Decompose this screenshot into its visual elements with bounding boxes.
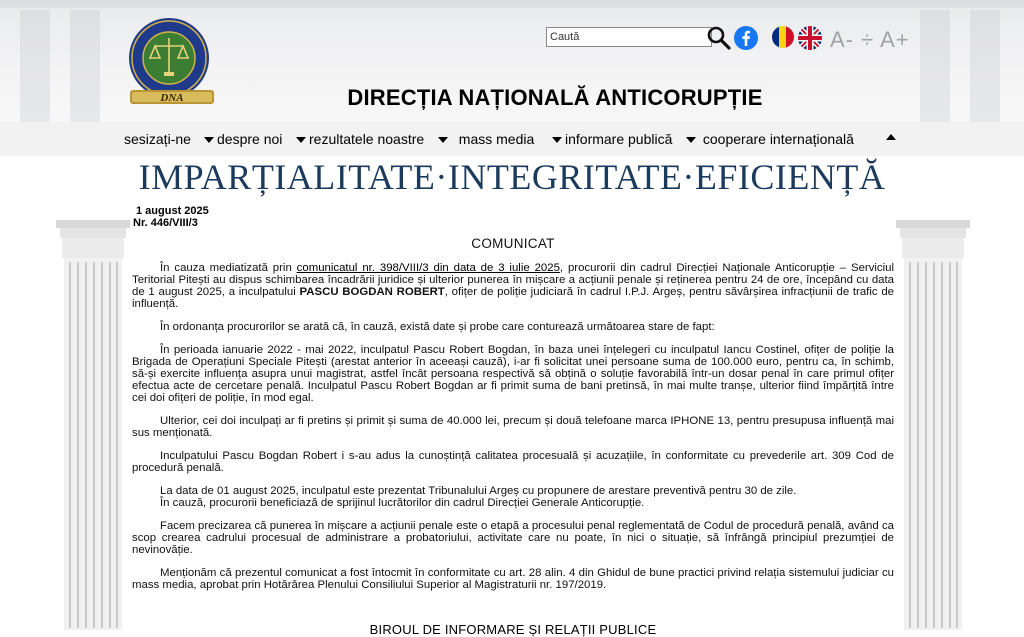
- nav-item-cooperare-internationala[interactable]: [686, 131, 854, 147]
- article-paragraph-5: Inculpatului Pascu Bogdan Robert i s-au adus la cunoștință calitatea procesuală și acuzațiile, în conformitate cu prevederile art. 309 Cod de procedură penală.: [132, 450, 894, 474]
- article-heading: COMUNICAT: [471, 236, 555, 251]
- main-navigation: [0, 122, 1024, 156]
- article-paragraph-1: [132, 262, 894, 310]
- nav-item-informare-publica[interactable]: [552, 131, 672, 147]
- nav-item-mass-media[interactable]: [438, 131, 534, 147]
- article-meta: [133, 205, 209, 229]
- font-decrease-button[interactable]: A-: [830, 27, 854, 52]
- facebook-icon[interactable]: [734, 26, 758, 50]
- article-paragraph-7: Facem precizarea că punerea în mișcare a acțiunii penale este o etapă a procesului penal reglementată de Codul de procedură penală, având ca scop crearea cadrului procesual de administrare a probatoriului, activitate care nu poate, în nici o situație, să înfrângă principiul prezumției de nevinovăție.: [132, 520, 894, 556]
- chevron-up-icon[interactable]: [886, 134, 896, 140]
- text-span: În cauza mediatizată prin: [160, 262, 297, 274]
- article-paragraph-8: Menționăm că prezentul comunicat a fost întocmit în conformitate cu art. 28 alin. 4 din Ghidul de bune practici privind relația sistemului judiciar cu mass media, aprobat prin Hotărârea Plenului Consiliului Superior al Magistraturii nr. 197/2019.: [132, 567, 894, 591]
- defendant-name: PASCU BOGDAN ROBERT: [299, 286, 445, 298]
- nav-item-label: cooperare internațională: [702, 131, 854, 147]
- chevron-down-icon: [438, 137, 448, 143]
- decorative-column-left: [56, 220, 130, 635]
- nav-item-sesizati-ne[interactable]: [124, 131, 191, 147]
- nav-item-label: informare publică: [565, 131, 673, 147]
- chevron-down-icon: [686, 137, 696, 143]
- related-communique-link[interactable]: comunicatul nr. 398/VIII/3 din data de 3 iulie 2025: [296, 262, 560, 274]
- article-paragraph-4: Ulterior, cei doi inculpați ar fi pretins și primit și suma de 40.000 lei, precum și două telefoane marca IPHONE 13, pentru presupusa influență mai sus menționată.: [132, 415, 894, 439]
- nav-item-label: despre noi: [217, 131, 283, 147]
- dna-logo[interactable]: [122, 14, 222, 114]
- article-body: [132, 238, 894, 602]
- article-paragraph-3: În perioada ianuarie 2022 - mai 2022, inculpatul Pascu Robert Bogdan, în baza unei înțelegeri cu inculpatul Iancu Costinel, ofițer de poliție la Brigada de Operațiuni Speciale Pitești (arestat anterior în aceeași cauză), i-ar fi solicitat unei persoane suma de 100.000 euro, pentru ca, în schimb, să-și exercite influența asupra unui magistrat, astfel încât persoana respectivă să obțină o soluție favorabilă într-un dosar penal în care primul ofițer efectua acte de cercetare penală. Inculpatul Pascu Robert Bogdan ar fi primit suma de bani pretinsă, în mai multe tranșe, ulterior fiind împărțită între cei doi ofițeri de poliție, în mod egal.: [132, 344, 894, 404]
- search-icon[interactable]: [706, 25, 732, 51]
- decorative-column-right: [896, 220, 970, 635]
- logo-ribbon-text: DNA: [160, 92, 184, 104]
- article-paragraph-2: În ordonanța procurorilor se arată că, în cauză, există date și probe care conturează următoarea stare de fapt:: [160, 321, 715, 333]
- site-header: [0, 0, 1024, 122]
- chevron-down-icon: [552, 137, 562, 143]
- article-paragraph-6b: În cauză, procurorii beneficiază de sprijinul lucrătorilor din cadrul Direcției Generale Anticorupție.: [160, 497, 645, 509]
- article-date: 1 august 2025: [136, 205, 209, 217]
- motto-banner: IMPARȚIALITATE·INTEGRITATE·EFICIENȚĂ: [138, 157, 886, 197]
- font-reset-button[interactable]: ÷: [861, 27, 875, 52]
- nav-item-label: mass media: [458, 131, 535, 147]
- chevron-down-icon: [204, 137, 214, 143]
- text-span: , procurorii din cadrul Direcției Naționale Anticorupție – Serviciul Teritorial Pitești au dispus schimbarea încadrării juridice și ulterior punerea în mișcare a acțiunii penale și reținerea pentru 24 de ore, începând cu data de 1 august 2025, a inculpatului: [132, 262, 895, 298]
- romanian-flag-icon[interactable]: [772, 26, 794, 48]
- uk-flag-icon[interactable]: [798, 26, 822, 50]
- nav-item-label: rezultatele noastre: [309, 131, 425, 147]
- nav-item-rezultatele-noastre[interactable]: [296, 131, 424, 147]
- chevron-down-icon: [296, 137, 306, 143]
- site-title: DIRECȚIA NAȚIONALĂ ANTICORUPȚIE: [347, 85, 763, 110]
- font-increase-button[interactable]: A+: [880, 27, 910, 52]
- press-office-signature: BIROUL DE INFORMARE ȘI RELAȚII PUBLICE: [369, 622, 657, 637]
- search-input[interactable]: [546, 27, 712, 47]
- article-number: Nr. 446/VIII/3: [133, 217, 198, 229]
- font-size-controls: [830, 27, 910, 53]
- nav-item-label: sesizați-ne: [124, 131, 191, 147]
- text-span: , ofițer de poliție judiciară în cadrul I.P.J. Argeș, pentru săvârșirea infracțiunii de trafic de influență.: [132, 286, 894, 310]
- article-paragraph-6a: La data de 01 august 2025, inculpatul este prezentat Tribunalului Argeș cu propunere de arestare preventivă pentru 30 de zile.: [160, 485, 797, 497]
- nav-item-despre-noi[interactable]: [204, 131, 282, 147]
